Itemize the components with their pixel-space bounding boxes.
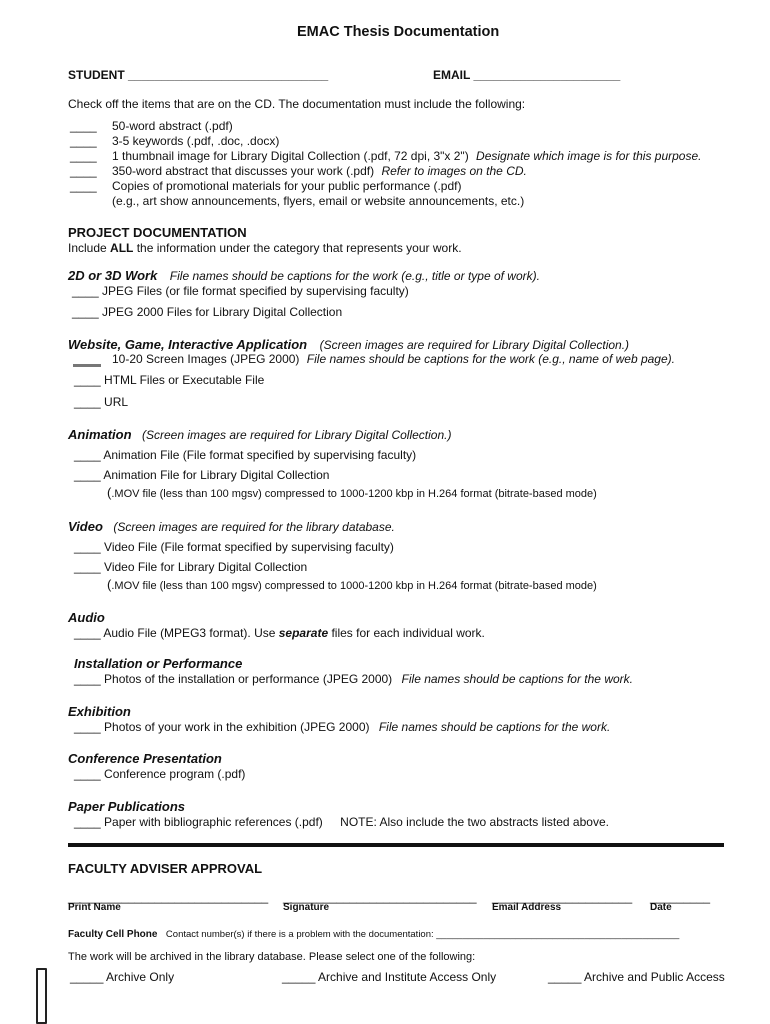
cd-intro: Check off the items that are on the CD. The documentation must include the following: [68, 97, 526, 111]
faculty-phone-row[interactable] [68, 924, 679, 942]
checklist-item-paper[interactable] [74, 815, 609, 829]
item-note: NOTE: Also include the two abstracts listed above. [340, 815, 609, 829]
section-divider [68, 843, 724, 847]
phone-label: Faculty Cell Phone [68, 929, 158, 940]
checklist-item-conference[interactable]: ____ Conference program (.pdf) [74, 767, 246, 781]
archive-option-public[interactable]: _____ Archive and Public Access [548, 970, 725, 984]
section-exhibition-heading: Exhibition [68, 704, 131, 719]
item-text: ____ Photos of the installation or performance (JPEG 2000) [74, 672, 393, 686]
checkbox-blank[interactable]: ____ [70, 179, 97, 193]
section-note: (Screen images are required for Library Digital Collection.) [319, 338, 630, 352]
mov-paren: ( [107, 577, 112, 592]
cd-item-abstract: 50-word abstract (.pdf) [112, 119, 233, 133]
checkbox-blank[interactable]: ____ [70, 164, 97, 178]
section-installation-heading: Installation or Performance [74, 656, 243, 671]
project-heading: PROJECT DOCUMENTATION [68, 225, 247, 240]
cd-item-350-note: Refer to images on the CD. [381, 164, 527, 178]
page-title: EMAC Thesis Documentation [297, 24, 500, 40]
item-post: files for each individual work. [328, 626, 485, 640]
project-intro-post: the information under the category that represents your work. [133, 241, 462, 255]
section-heading: Website, Game, Interactive Application [68, 337, 308, 352]
date-label: Date [650, 902, 672, 913]
section-note: (Screen images are required for Library Digital Collection.) [142, 428, 452, 442]
item-bold: separate [278, 626, 329, 640]
checklist-item-exhibition[interactable] [74, 720, 610, 734]
checkbox-blank[interactable]: ____ [70, 119, 97, 133]
cd-item-promotional-examples: (e.g., art show announcements, flyers, email or website announcements, etc.) [112, 194, 525, 208]
mov-note [107, 576, 597, 594]
item-note: File names should be captions for the work. [401, 672, 633, 686]
section-note: (Screen images are required for the library database. [113, 520, 395, 534]
print-name-label: Print Name [68, 902, 121, 913]
item-note: File names should be captions for the work. [378, 720, 611, 734]
checklist-item-audio[interactable] [74, 626, 485, 640]
email-address-line[interactable]: _____________________ [492, 890, 633, 904]
cd-item-keywords: 3-5 keywords (.pdf, .doc, .docx) [112, 134, 280, 148]
project-intro [68, 241, 462, 255]
section-conference-heading: Conference Presentation [68, 751, 222, 766]
section-audio-heading: Audio [68, 610, 105, 625]
item-text: ____ Photos of your work in the exhibition (JPEG 2000) [74, 720, 370, 734]
archive-option-only[interactable]: _____ Archive Only [70, 970, 175, 984]
checkbox-filled-mark[interactable] [73, 364, 101, 367]
page-edge-marker [36, 968, 47, 1024]
section-note: File names should be captions for the work (e.g., title or type of work). [169, 269, 540, 283]
item-pre: ____ Audio File (MPEG3 format). Use [74, 626, 279, 640]
cd-item-thumbnail [112, 149, 702, 163]
checklist-item[interactable]: ____ HTML Files or Executable File [74, 373, 265, 387]
checklist-item[interactable]: ____ Animation File (File format specified by supervising faculty) [74, 448, 417, 462]
checklist-item[interactable]: ____ JPEG Files (or file format specified by supervising faculty) [72, 284, 409, 298]
faculty-heading: FACULTY ADVISER APPROVAL [68, 861, 263, 876]
mov-paren: ( [107, 485, 112, 500]
checklist-item[interactable]: ____ JPEG 2000 Files for Library Digital Collection [72, 305, 343, 319]
cd-item-promotional: Copies of promotional materials for your public performance (.pdf) [112, 179, 462, 193]
checkbox-blank[interactable]: ____ [70, 134, 97, 148]
checklist-item[interactable]: ____ URL [74, 395, 129, 409]
checklist-item-installation[interactable] [74, 672, 633, 686]
archive-intro: The work will be archived in the library database. Please select one of the following: [68, 951, 476, 963]
signature-line[interactable]: _____________________________ [283, 890, 477, 904]
mov-note [107, 484, 597, 502]
cd-item-thumbnail-text: 1 thumbnail image for Library Digital Collection (.pdf, 72 dpi, 3"x 2") [112, 149, 469, 163]
mov-note-text: .MOV file (less than 100 mgsv) compressed to 1000-1200 kbp in H.264 format (bitrate-based mode) [111, 488, 597, 500]
checklist-item-screen-images[interactable] [112, 352, 675, 366]
cd-item-thumbnail-note: Designate which image is for this purpose. [476, 149, 702, 163]
archive-option-institute[interactable]: _____ Archive and Institute Access Only [282, 970, 497, 984]
section-heading: Video [68, 519, 103, 534]
section-heading: 2D or 3D Work [68, 268, 158, 283]
checklist-item[interactable]: ____ Animation File for Library Digital Collection [74, 468, 330, 482]
date-line[interactable]: _________ [650, 890, 711, 904]
section-heading: Animation [68, 427, 132, 442]
project-intro-bold: ALL [110, 241, 134, 255]
item-text: ____ Paper with bibliographic references (.pdf) [74, 815, 323, 829]
section-2d-3d [68, 267, 540, 285]
section-animation [68, 426, 451, 444]
checkbox-blank[interactable]: ____ [70, 149, 97, 163]
cd-item-350-abstract [112, 164, 527, 178]
checklist-item[interactable]: ____ Video File (File format specified by supervising faculty) [74, 540, 394, 554]
print-name-line[interactable]: ______________________________ [68, 890, 269, 904]
phone-text[interactable]: Contact number(s) if there is a problem with the documentation: ______________________________________________ [165, 929, 680, 940]
checklist-item[interactable]: ____ Video File for Library Digital Collection [74, 560, 308, 574]
student-field[interactable]: STUDENT ______________________________ [68, 68, 329, 82]
project-intro-pre: Include [68, 241, 111, 255]
item-text: 10-20 Screen Images (JPEG 2000) [112, 352, 300, 366]
signature-label: Signature [283, 902, 330, 913]
email-address-label: Email Address [492, 902, 562, 913]
section-video [68, 518, 395, 536]
section-paper-heading: Paper Publications [68, 799, 186, 814]
mov-note-text: .MOV file (less than 100 mgsv) compressed to 1000-1200 kbp in H.264 format (bitrate-based mode) [111, 580, 597, 592]
item-note: File names should be captions for the work (e.g., name of web page). [306, 352, 675, 366]
cd-item-350-text: 350-word abstract that discusses your work (.pdf) [112, 164, 375, 178]
email-field[interactable]: EMAIL ______________________ [433, 68, 621, 82]
